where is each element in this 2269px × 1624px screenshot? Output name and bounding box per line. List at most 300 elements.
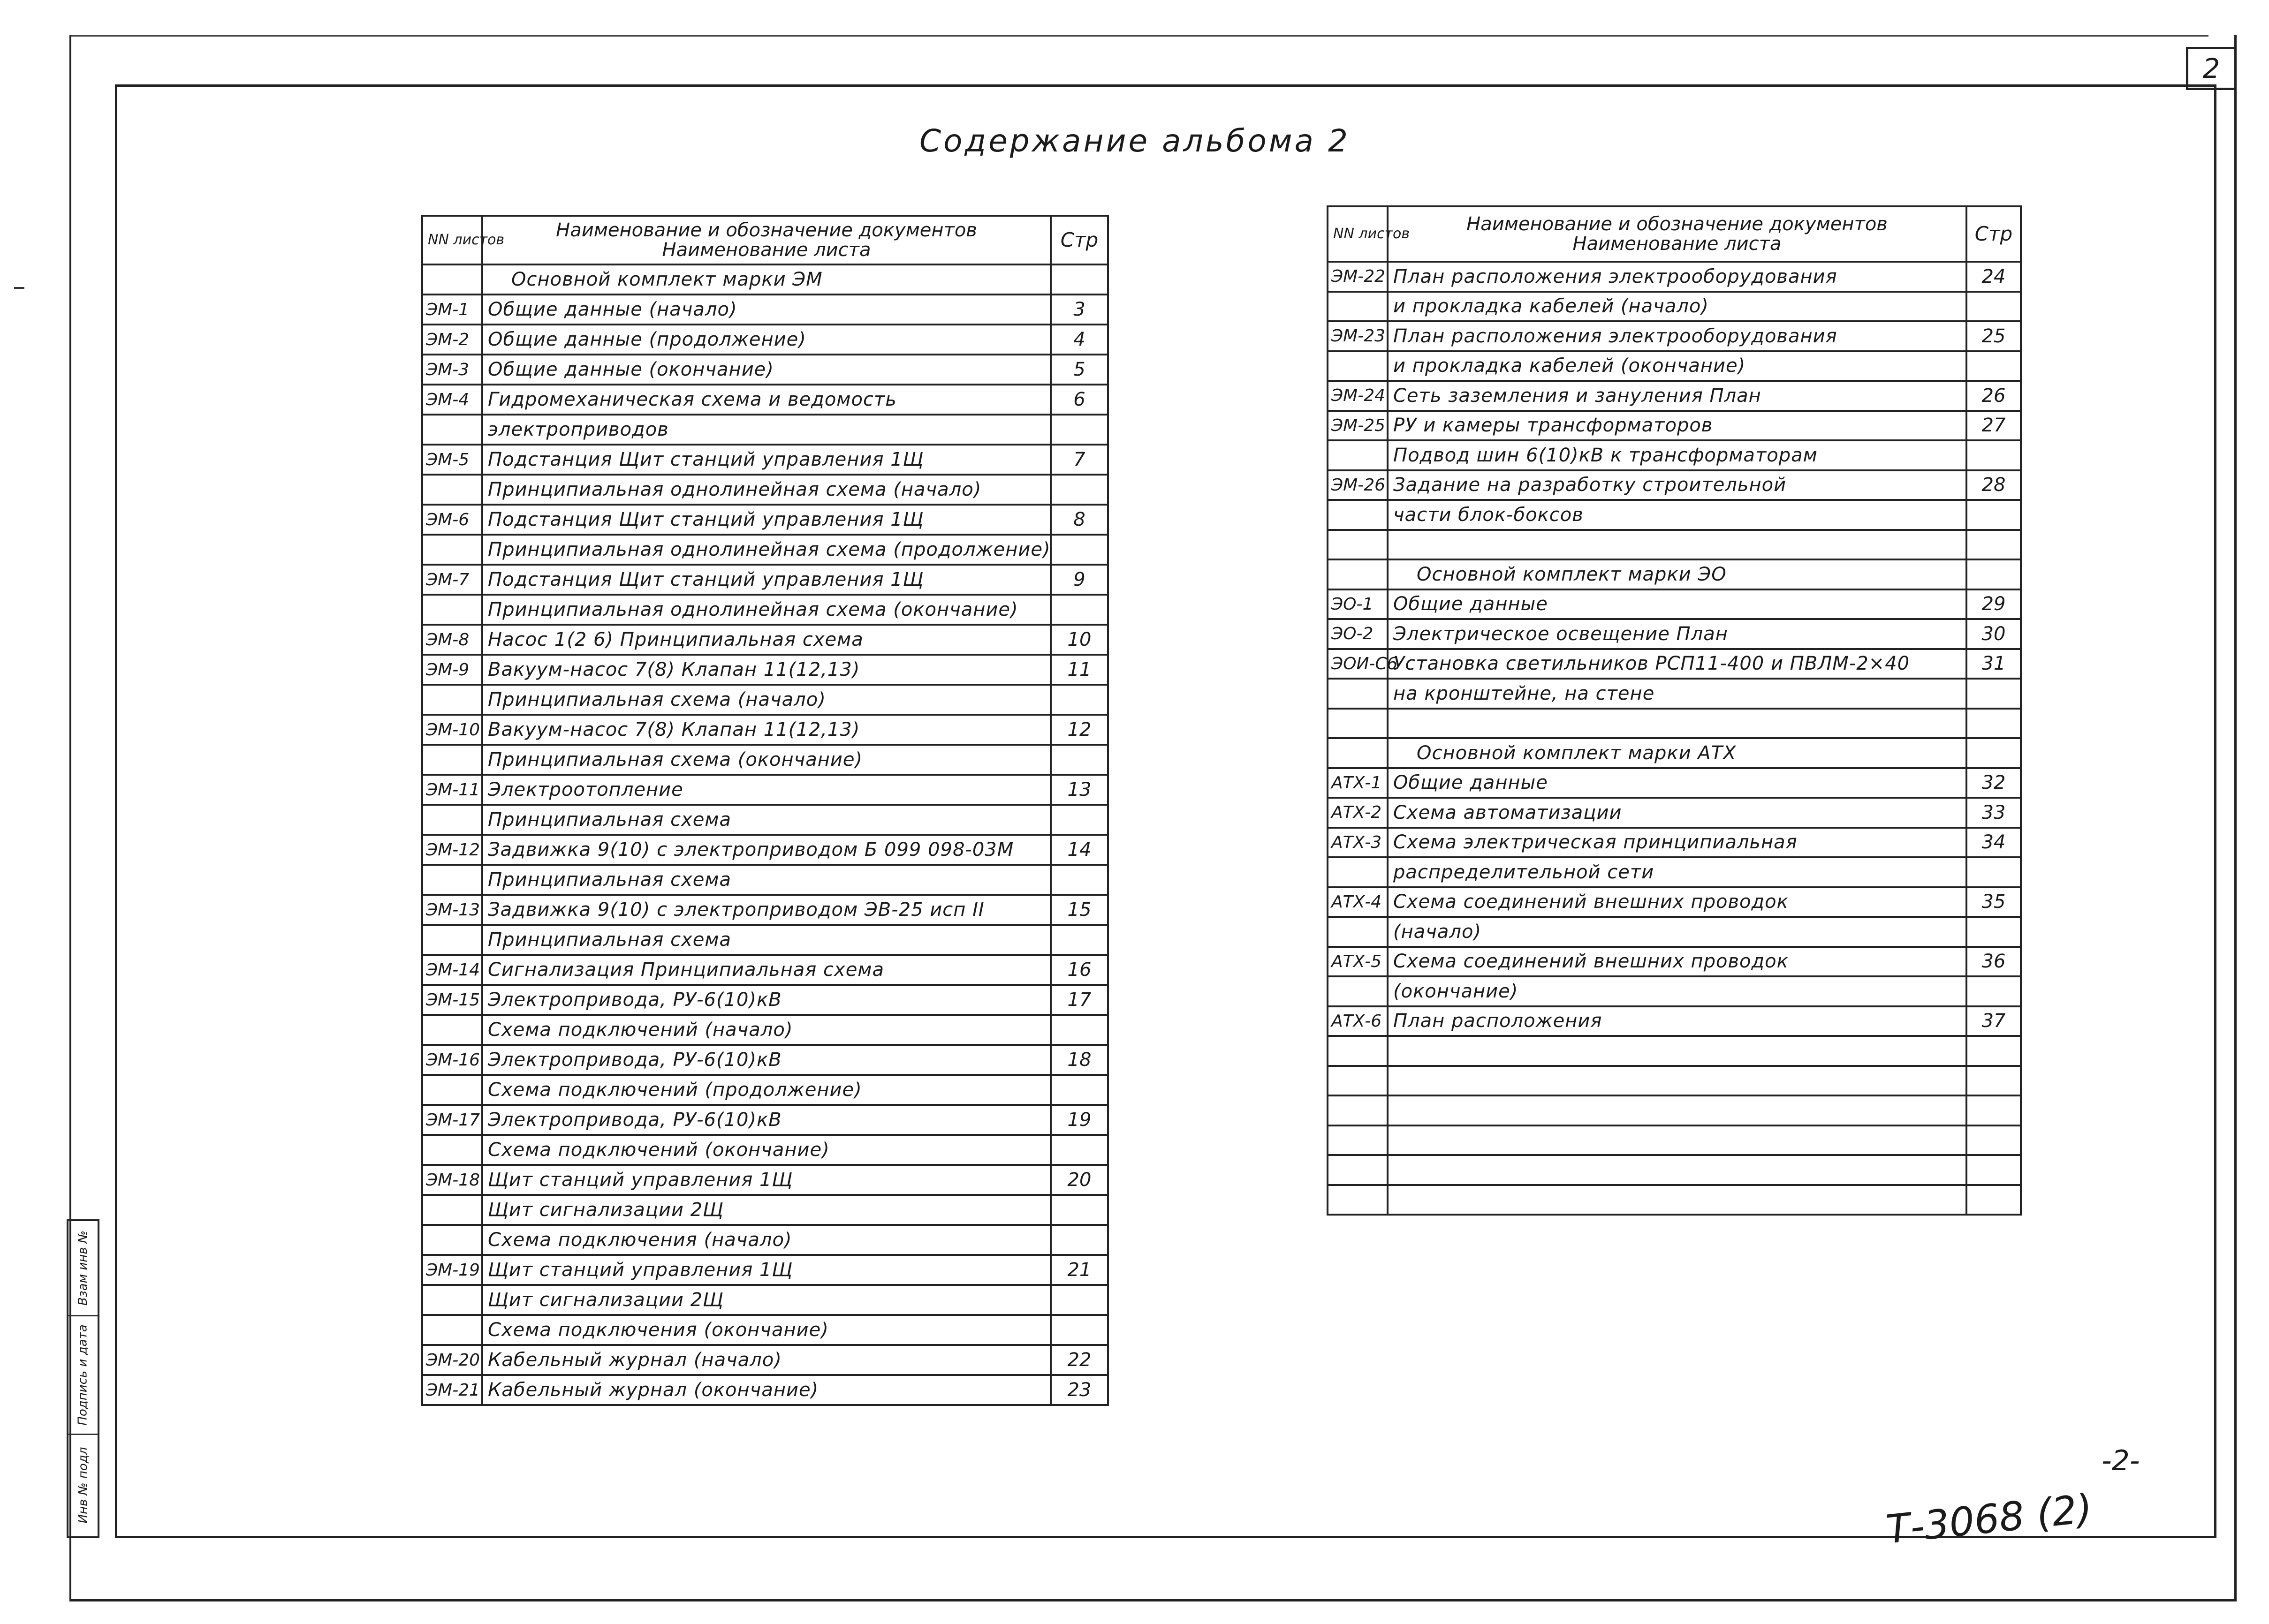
page-number-cell: [1966, 917, 2021, 947]
page-number-cell: 9: [1051, 565, 1108, 595]
sheet-number-cell: АТХ-1: [1328, 768, 1388, 798]
table-row: [422, 355, 1108, 385]
stamp-vzam-inv: Взам инв №: [68, 1221, 98, 1316]
sheet-number-cell: [1328, 1095, 1388, 1125]
table-row: [1328, 768, 2021, 798]
page-number-cell: [1966, 857, 2021, 887]
table-row: [1328, 947, 2021, 977]
sheet-name-cell: Принципиальная схема: [482, 805, 1051, 835]
table-row: [422, 445, 1108, 475]
sheet-number-cell: [1328, 857, 1388, 887]
sheet-name-cell: Гидромеханическая схема и ведомость: [482, 385, 1051, 415]
sheet-name-cell: Схема соединений внешних проводок: [1388, 887, 1966, 917]
table-row: [422, 1165, 1108, 1195]
page-number-cell: [1966, 738, 2021, 768]
sheet-number-cell: [1328, 679, 1388, 709]
table-row: [1328, 1155, 2021, 1185]
table-row: [422, 745, 1108, 775]
sheet-number-cell: [1328, 738, 1388, 768]
sheet-name-cell: и прокладка кабелей (начало): [1388, 292, 1966, 322]
sheet-name-cell: Подвод шин 6(10)кВ к трансформаторам: [1388, 440, 1966, 470]
header-name: [1388, 206, 1966, 262]
sheet-name-cell: Подстанция Щит станций управления 1Щ: [482, 445, 1051, 475]
sheet-name-cell: Принципиальная однолинейная схема (окончание): [482, 595, 1051, 625]
sheet-number-cell: ЭМ-10: [422, 715, 482, 745]
page-number-cell: [1051, 1285, 1108, 1315]
sheet-number-cell: ЭМ-18: [422, 1165, 482, 1195]
page-number-cell: [1051, 745, 1108, 775]
sheet-number-cell: [1328, 976, 1388, 1006]
page-number-cell: 5: [1051, 355, 1108, 385]
sheet-name-cell: Сигнализация Принципиальная схема: [482, 955, 1051, 985]
header-name: [482, 216, 1051, 264]
section-heading-cell: Основной комплект марки АТХ: [1388, 738, 1966, 768]
sheet-number-cell: [422, 1315, 482, 1345]
page-number-cell: 23: [1051, 1375, 1108, 1405]
sheet-number-cell: [1328, 709, 1388, 739]
sheet-number-cell: [422, 475, 482, 505]
page-number-cell: 15: [1051, 895, 1108, 925]
sheet-name-cell: [1388, 1155, 1966, 1185]
sheet-name-cell: Задвижка 9(10) с электроприводом Б 099 098-03М: [482, 835, 1051, 865]
sheet-name-cell: Установка светильников РСП11-400 и ПВЛМ-2×40: [1388, 649, 1966, 679]
page-number-cell: [1966, 1066, 2021, 1096]
table-row: [1328, 976, 2021, 1006]
sheet-number-cell: ЭМ-25: [1328, 411, 1388, 441]
table-row: [422, 295, 1108, 325]
sheet-name-cell: Схема соединений внешних проводок: [1388, 947, 1966, 977]
table-body-left: [422, 264, 1108, 1405]
table-row: [1328, 351, 2021, 381]
page-number-cell: [1966, 1036, 2021, 1066]
sheet-number-cell: ЭМ-3: [422, 355, 482, 385]
page-number-cell: [1966, 1155, 2021, 1185]
table-row: [1328, 1185, 2021, 1215]
sheet-name-cell: Щит сигнализации 2Щ: [482, 1285, 1051, 1315]
table-row: [1328, 500, 2021, 530]
sheet-name-cell: Принципиальная однолинейная схема (продолжение): [482, 535, 1051, 565]
sheet-number-cell: [422, 1015, 482, 1045]
page-number-cell: [1966, 500, 2021, 530]
table-row: [1328, 440, 2021, 470]
page-number-cell: 17: [1051, 985, 1108, 1015]
sheet-number-cell: [422, 1195, 482, 1225]
sheet-name-cell: [1388, 1125, 1966, 1156]
sheet-number-cell: [422, 1075, 482, 1105]
page-number-cell: 36: [1966, 947, 2021, 977]
stamp-podpis-data: Подпись и дата: [68, 1316, 98, 1435]
sheet-number-cell: [422, 535, 482, 565]
sheet-number-cell: [1328, 559, 1388, 589]
sheet-name-cell: Схема подключений (окончание): [482, 1135, 1051, 1165]
sheet-name-cell: Задвижка 9(10) с электроприводом ЭВ-25 исп II: [482, 895, 1051, 925]
sheet-name-cell: Принципиальная схема: [482, 925, 1051, 955]
table-body-right: [1328, 262, 2021, 1215]
sheet-name-cell: Схема подключений (продолжение): [482, 1075, 1051, 1105]
sheet-name-cell: Общие данные (продолжение): [482, 325, 1051, 355]
table-row: [422, 385, 1108, 415]
table-row: [1328, 649, 2021, 679]
page-number-cell: 34: [1966, 828, 2021, 858]
table-row: [422, 325, 1108, 355]
table-row: [422, 1045, 1108, 1075]
page-number-cell: [1051, 1195, 1108, 1225]
sheet-name-cell: Подстанция Щит станций управления 1Щ: [482, 565, 1051, 595]
table-header-row: [422, 216, 1108, 264]
sheet-name-cell: Общие данные: [1388, 768, 1966, 798]
corner-mark: -2-: [2102, 1444, 2140, 1477]
table-row: [1328, 292, 2021, 322]
page-number-cell: 26: [1966, 381, 2021, 411]
sheet-number-cell: ЭМ-23: [1328, 321, 1388, 351]
sheet-number-cell: ЭМ-4: [422, 385, 482, 415]
sheet-name-cell: Принципиальная схема (начало): [482, 685, 1051, 715]
page-number-cell: [1966, 440, 2021, 470]
table-row: [1328, 679, 2021, 709]
table-row: [1328, 559, 2021, 589]
sheet-name-cell: Подстанция Щит станций управления 1Щ: [482, 505, 1051, 535]
sheet-number-cell: ЭМ-11: [422, 775, 482, 805]
page-number-cell: [1966, 1185, 2021, 1215]
table-row: [422, 1195, 1108, 1225]
table-row: [422, 1105, 1108, 1135]
table-row: [422, 805, 1108, 835]
page-number-cell: [1966, 1095, 2021, 1125]
table-row: [1328, 589, 2021, 619]
sheet-number-cell: ЭМ-24: [1328, 381, 1388, 411]
sheet-name-cell: Общие данные (окончание): [482, 355, 1051, 385]
sheet-number-cell: [422, 925, 482, 955]
sheet-name-cell: Насос 1(2 6) Принципиальная схема: [482, 625, 1051, 655]
sheet-number-cell: ЭОИ-С6: [1328, 649, 1388, 679]
header-name-line1: Наименование и обозначение документов: [556, 219, 977, 241]
table-row: [422, 264, 1108, 295]
sheet-name-cell: Схема подключения (окончание): [482, 1315, 1051, 1345]
table-row: [422, 505, 1108, 535]
sheet-name-cell: Общие данные (начало): [482, 295, 1051, 325]
section-heading-cell: Основной комплект марки ЭМ: [482, 264, 1051, 295]
sheet-name-cell: распределительной сети: [1388, 857, 1966, 887]
sheet-number-cell: ЭМ-9: [422, 655, 482, 685]
sheet-name-cell: Щит сигнализации 2Щ: [482, 1195, 1051, 1225]
sheet-number-cell: ЭМ-7: [422, 565, 482, 595]
header-page: Стр: [1966, 206, 2021, 262]
page-number-cell: [1966, 351, 2021, 381]
page-number-cell: [1051, 865, 1108, 895]
header-num: NN листов: [1328, 206, 1388, 262]
sheet-number-cell: [1328, 530, 1388, 560]
sheet-name-cell: План расположения: [1388, 1006, 1966, 1036]
sheet-number-cell: [1328, 1155, 1388, 1185]
sheet-number-cell: [422, 745, 482, 775]
table-row: [422, 655, 1108, 685]
page-number-cell: [1051, 475, 1108, 505]
sheet-name-cell: Схема автоматизации: [1388, 798, 1966, 828]
table-row: [1328, 709, 2021, 739]
sheet-number-cell: ЭМ-14: [422, 955, 482, 985]
stamp-strip: [67, 1219, 99, 1538]
sheet-name-cell: и прокладка кабелей (окончание): [1388, 351, 1966, 381]
sheet-number-cell: ЭМ-22: [1328, 262, 1388, 292]
sheet-name-cell: План расположения электрооборудования: [1388, 262, 1966, 292]
sheet-number-cell: АТХ-2: [1328, 798, 1388, 828]
table-row: [422, 535, 1108, 565]
page-number-cell: [1051, 535, 1108, 565]
page-number-cell: 14: [1051, 835, 1108, 865]
sheet-number-cell: [422, 595, 482, 625]
page-number-cell: 27: [1966, 411, 2021, 441]
sheet-name-cell: [1388, 1095, 1966, 1125]
sheet-number: 2: [2186, 47, 2237, 90]
page-number-cell: 32: [1966, 768, 2021, 798]
sheet-name-cell: Принципиальная однолинейная схема (начало): [482, 475, 1051, 505]
table-row: [422, 955, 1108, 985]
sheet-number-cell: ЭМ-20: [422, 1345, 482, 1375]
page-number-cell: [1051, 1075, 1108, 1105]
sheet-number-cell: ЭМ-8: [422, 625, 482, 655]
page-number-cell: 21: [1051, 1255, 1108, 1285]
sheet-number-cell: АТХ-6: [1328, 1006, 1388, 1036]
sheet-name-cell: Электропривода, РУ-6(10)кВ: [482, 985, 1051, 1015]
page-number-cell: [1966, 679, 2021, 709]
sheet-name-cell: Щит станций управления 1Щ: [482, 1165, 1051, 1195]
sheet-name-cell: Задание на разработку строительной: [1388, 470, 1966, 500]
sheet-number-cell: АТХ-4: [1328, 887, 1388, 917]
sheet-number-cell: ЭМ-19: [422, 1255, 482, 1285]
header-name-line1: Наименование и обозначение документов: [1466, 213, 1888, 235]
table-row: [1328, 1125, 2021, 1156]
sheet-number-cell: ЭМ-16: [422, 1045, 482, 1075]
table-row: [1328, 1006, 2021, 1036]
page-number-cell: 8: [1051, 505, 1108, 535]
sheet-name-cell: Сеть заземления и зануления План: [1388, 381, 1966, 411]
page-number-cell: 35: [1966, 887, 2021, 917]
sheet-name-cell: Схема электрическая принципиальная: [1388, 828, 1966, 858]
table-row: [422, 685, 1108, 715]
sheet-name-cell: (начало): [1388, 917, 1966, 947]
sheet-number-cell: ЭО-1: [1328, 589, 1388, 619]
table-row: [1328, 1095, 2021, 1125]
sheet-number-cell: [1328, 351, 1388, 381]
sheet-number-cell: [422, 685, 482, 715]
page-number-cell: 31: [1966, 649, 2021, 679]
table-row: [1328, 470, 2021, 500]
table-row: [422, 865, 1108, 895]
table-row: [1328, 381, 2021, 411]
page-number-cell: 7: [1051, 445, 1108, 475]
page-number-cell: [1051, 264, 1108, 295]
page-number-cell: 30: [1966, 619, 2021, 649]
stamp-inv-podl: Инв № подл: [76, 1447, 90, 1524]
sheet-name-cell: Общие данные: [1388, 589, 1966, 619]
sheet-name-cell: Кабельный журнал (начало): [482, 1345, 1051, 1375]
table-row: [422, 415, 1108, 445]
sheet-number-cell: ЭМ-2: [422, 325, 482, 355]
table-row: [422, 1375, 1108, 1405]
table-row: [1328, 530, 2021, 560]
page-number-cell: 33: [1966, 798, 2021, 828]
page-number-cell: 6: [1051, 385, 1108, 415]
table-row: [1328, 857, 2021, 887]
table-row: [1328, 828, 2021, 858]
page-number-cell: 22: [1051, 1345, 1108, 1375]
table-row: [422, 1015, 1108, 1045]
contents-table-right: [1327, 205, 2022, 1216]
sheet-name-cell: Электропривода, РУ-6(10)кВ: [482, 1045, 1051, 1075]
page-number-cell: [1966, 1125, 2021, 1156]
page-number-cell: [1051, 685, 1108, 715]
table-row: [1328, 262, 2021, 292]
page-number-cell: 37: [1966, 1006, 2021, 1036]
header-page: Стр: [1051, 216, 1108, 264]
page-number-cell: 29: [1966, 589, 2021, 619]
page-number-cell: [1051, 1225, 1108, 1255]
sheet-number-cell: АТХ-3: [1328, 828, 1388, 858]
sheet-number-cell: [422, 1225, 482, 1255]
header-name-line2: Наименование листа: [662, 239, 871, 261]
sheet-name-cell: Электрическое освещение План: [1388, 619, 1966, 649]
table-row: [422, 1255, 1108, 1285]
sheet-number-cell: ЭМ-17: [422, 1105, 482, 1135]
page-number-cell: [1966, 292, 2021, 322]
table-row: [1328, 619, 2021, 649]
page-number-cell: 28: [1966, 470, 2021, 500]
table-row: [1328, 1036, 2021, 1066]
sheet-number-cell: [1328, 292, 1388, 322]
table-row: [1328, 321, 2021, 351]
sheet-number-cell: ЭМ-13: [422, 895, 482, 925]
sheet-number-cell: ЭО-2: [1328, 619, 1388, 649]
table-row: [1328, 798, 2021, 828]
sheet-name-cell: Принципиальная схема: [482, 865, 1051, 895]
sheet-number-cell: [422, 1285, 482, 1315]
contents-table-left: [421, 215, 1109, 1406]
header-name-line2: Наименование листа: [1572, 233, 1782, 255]
table-row: [422, 925, 1108, 955]
sheet-number-cell: [1328, 440, 1388, 470]
table-row: [422, 625, 1108, 655]
sheet-name-cell: Электропривода, РУ-6(10)кВ: [482, 1105, 1051, 1135]
page-number-cell: [1051, 1315, 1108, 1345]
page-number-cell: 4: [1051, 325, 1108, 355]
table-row: [422, 565, 1108, 595]
page-number-cell: 18: [1051, 1045, 1108, 1075]
sheet-number-cell: ЭМ-15: [422, 985, 482, 1015]
sheet-number-cell: АТХ-5: [1328, 947, 1388, 977]
page-number-cell: [1966, 559, 2021, 589]
sheet-name-cell: План расположения электрооборудования: [1388, 321, 1966, 351]
page-number-cell: 10: [1051, 625, 1108, 655]
page-number-cell: [1051, 805, 1108, 835]
sheet-number-cell: [422, 1135, 482, 1165]
sheet-number-cell: [1328, 1185, 1388, 1215]
page-number-cell: [1051, 1135, 1108, 1165]
sheet-number-cell: [1328, 1066, 1388, 1096]
table-row: [422, 595, 1108, 625]
sheet-number-cell: ЭМ-6: [422, 505, 482, 535]
page-number-cell: [1966, 530, 2021, 560]
page-number-cell: 19: [1051, 1105, 1108, 1135]
sheet-name-cell: на кронштейне, на стене: [1388, 679, 1966, 709]
sheet-name-cell: электроприводов: [482, 415, 1051, 445]
sheet-name-cell: Схема подключения (начало): [482, 1225, 1051, 1255]
table-row: [1328, 738, 2021, 768]
section-heading-cell: Основной комплект марки ЭО: [1388, 559, 1966, 589]
sheet-number-cell: ЭМ-1: [422, 295, 482, 325]
table-row: [1328, 917, 2021, 947]
page-number-cell: 13: [1051, 775, 1108, 805]
page-number-cell: 12: [1051, 715, 1108, 745]
sheet-name-cell: Схема подключений (начало): [482, 1015, 1051, 1045]
page-title: Содержание альбома 2: [919, 123, 1350, 159]
table-row: [422, 1285, 1108, 1315]
page-number-cell: [1051, 415, 1108, 445]
sheet-number-cell: [422, 415, 482, 445]
sheet-name-cell: (окончание): [1388, 976, 1966, 1006]
sheet-name-cell: [1388, 1185, 1966, 1215]
sheet-number-cell: [422, 805, 482, 835]
sheet-name-cell: [1388, 530, 1966, 560]
table-header-row: [1328, 206, 2021, 262]
page-number-cell: [1966, 709, 2021, 739]
table-row: [422, 1315, 1108, 1345]
table-row: [422, 1345, 1108, 1375]
table-row: [422, 715, 1108, 745]
sheet-number-cell: ЭМ-21: [422, 1375, 482, 1405]
sheet-name-cell: Щит станций управления 1Щ: [482, 1255, 1051, 1285]
sheet-number-cell: [1328, 1125, 1388, 1156]
table-row: [422, 1075, 1108, 1105]
table-row: [422, 835, 1108, 865]
sheet-number-cell: [1328, 1036, 1388, 1066]
page-number-cell: 24: [1966, 262, 2021, 292]
table-row: [1328, 1066, 2021, 1096]
page-number-cell: 11: [1051, 655, 1108, 685]
header-num: NN листов: [422, 216, 482, 264]
sheet-name-cell: Кабельный журнал (окончание): [482, 1375, 1051, 1405]
page-number-cell: 20: [1051, 1165, 1108, 1195]
table-row: [422, 985, 1108, 1015]
table-row: [1328, 411, 2021, 441]
sheet-name-cell: Вакуум-насос 7(8) Клапан 11(12,13): [482, 655, 1051, 685]
sheet-name-cell: части блок-боксов: [1388, 500, 1966, 530]
table-row: [422, 475, 1108, 505]
page-number-cell: 3: [1051, 295, 1108, 325]
table-row: [422, 1135, 1108, 1165]
page-number-cell: [1051, 925, 1108, 955]
table-row: [422, 895, 1108, 925]
sheet-name-cell: Электроотопление: [482, 775, 1051, 805]
sheet-name-cell: [1388, 1066, 1966, 1096]
sheet-name-cell: [1388, 1036, 1966, 1066]
page-number-cell: 25: [1966, 321, 2021, 351]
sheet-number-cell: [422, 264, 482, 295]
document-code: Т-3068 (2): [1884, 1485, 2095, 1553]
table-row: [422, 775, 1108, 805]
sheet-number-cell: [1328, 500, 1388, 530]
sheet-name-cell: [1388, 709, 1966, 739]
sheet-number-cell: [1328, 917, 1388, 947]
page-number-cell: [1051, 1015, 1108, 1045]
sheet-number-cell: ЭМ-12: [422, 835, 482, 865]
sheet-number-cell: ЭМ-26: [1328, 470, 1388, 500]
table-row: [422, 1225, 1108, 1255]
sheet-number-cell: ЭМ-5: [422, 445, 482, 475]
page-number-cell: [1051, 595, 1108, 625]
sheet-number-cell: [422, 865, 482, 895]
sheet-name-cell: Принципиальная схема (окончание): [482, 745, 1051, 775]
page-number-cell: [1966, 976, 2021, 1006]
